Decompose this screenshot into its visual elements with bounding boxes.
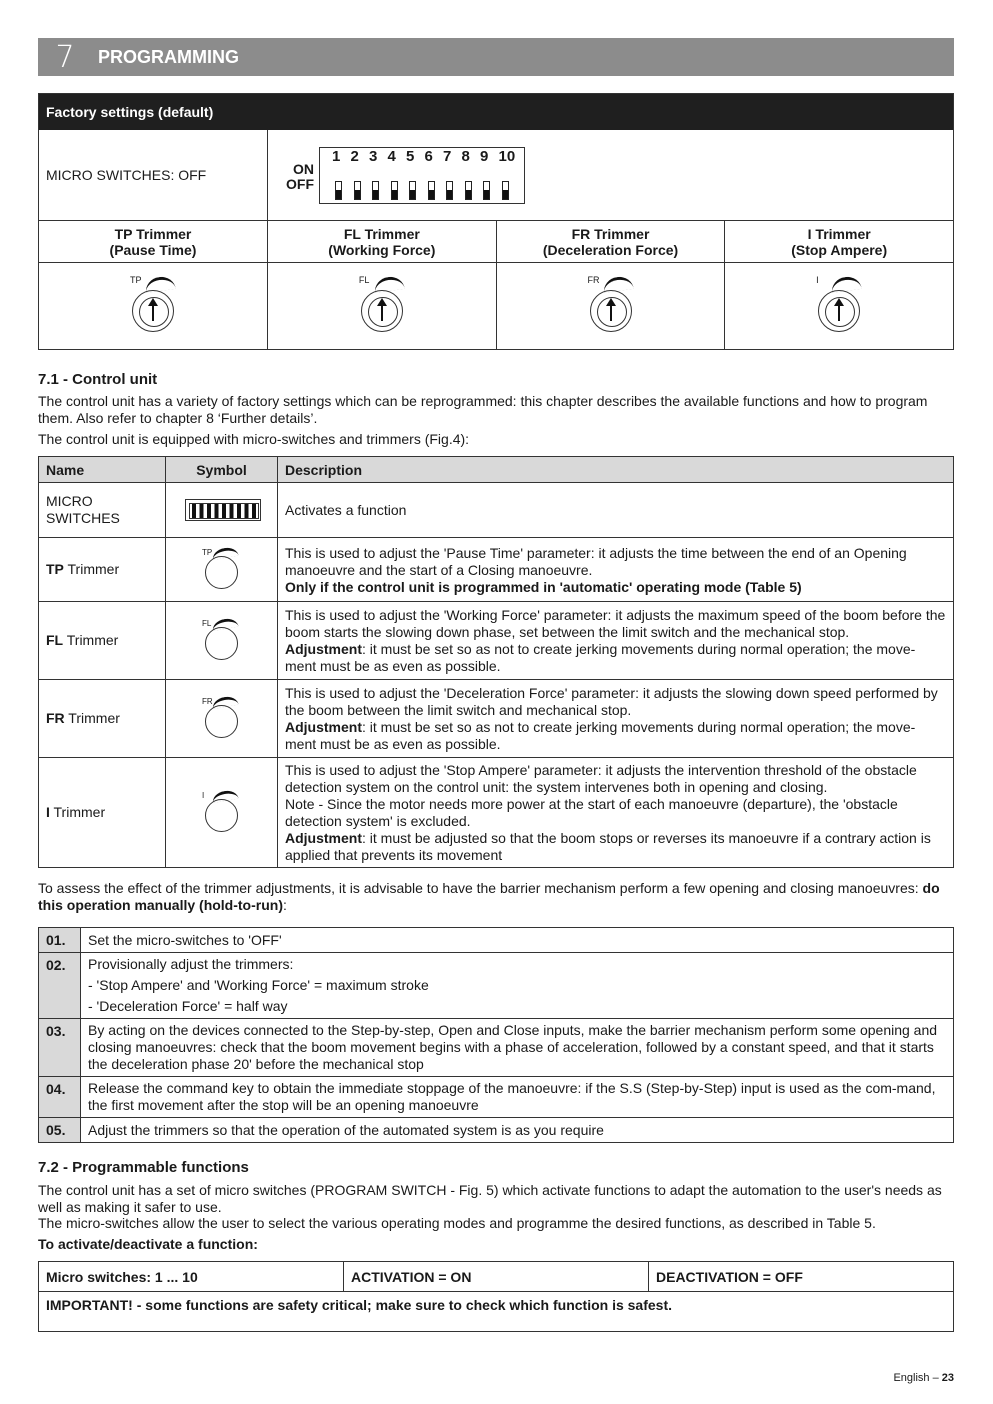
trimmer-knob-icon [205,556,238,589]
dip-number: 8 [461,148,470,165]
on-label: ON [293,161,314,177]
description-cell: This is used to adjust the 'Deceleration Force' parameter: it adjusts the slowing down speed performed by the boom between the limit switch and mechanical stop. Adjustment: it must be set so as not to create jerking movements during normal operation; the move-ment must be as even as possible. [278,680,954,758]
activation-cell: DEACTIVATION = OFF [649,1262,954,1292]
name-cell: MICRO SWITCHES [39,483,166,538]
knob-tag: FL [358,275,370,285]
knob-cell-i [725,263,953,349]
step-number: 03. [39,1019,81,1077]
section-7-1-paragraph: The control unit has a variety of factory settings which can be reprogrammed: this chapter describes the available functions and how to program them. Also refer to chapter 8 ‘Further details’. [38,393,928,426]
dip-number: 10 [498,148,516,165]
dip-number: 6 [424,148,433,165]
knob-cell-tp [39,263,268,349]
column-header: Name [39,457,166,483]
page-footer: English – 23 [893,1372,954,1384]
trimmer-knob-icon [132,290,174,332]
section-7-2-title: 7.2 - Programmable functions [38,1159,249,1176]
dip-switch-diagram [268,130,953,220]
trimmer-knob-icon [205,705,238,738]
name-cell: FR Trimmer [39,680,166,758]
trimmer-header-fr: FR Trimmer (Deceleration Force) [497,221,726,262]
activation-cell: ACTIVATION = ON [344,1262,649,1292]
trimmer-knobs [39,263,953,349]
dip-switch-icon [185,499,261,521]
step-text: By acting on the devices connected to the Step-by-step, Open and Close inputs, make the barrier mechanism perform some opening and closing manoeuvres: check that the boom movement begins with a phase of acceleration, followed by a constant speed, and that it starts the deceleration phase 20' before the mechanical stop [81,1019,954,1077]
off-label: OFF [286,176,314,192]
factory-settings-table [38,93,954,350]
step-number: 04. [39,1077,81,1118]
knob-tag: I [816,275,819,285]
micro-switch-row [39,130,953,221]
step-number: 05. [39,1118,81,1143]
section-7-2-instruction: To activate/deactivate a function: [38,1236,258,1252]
table-row [39,602,954,680]
on-off-labels [284,162,314,192]
description-cell: This is used to adjust the 'Working Force' parameter: it adjusts the maximum speed of the boom before the boom starts the slowing down phase, set between the limit switch and the mechanical stop. Adjustment: it must be set so as not to create jerking movements during normal operation; the move-ment must be as even as possible. [278,602,954,680]
knob-tag: FR [202,696,213,706]
dip-switch [372,181,379,200]
dip-switch [409,181,416,200]
step-number: 02. [39,953,81,1019]
trimmer-knob-icon [818,290,860,332]
step-row [39,953,954,1019]
column-header: Symbol [166,457,278,483]
table-row [39,680,954,758]
dip-numbers [332,148,517,165]
activation-cell: Micro switches: 1 ... 10 [39,1262,344,1292]
step-text: Release the command key to obtain the immediate stoppage of the manoeuvre: if the S.S (Step-by-Step) input is used as the com-mand, the first movement after the stop will be an opening manoeuvre [81,1077,954,1118]
knob-cell-fr [497,263,726,349]
trimmer-knob-icon [205,799,238,832]
section-7-2-paragraph: The control unit has a set of micro switches (PROGRAM SWITCH - Fig. 5) which activate functions to adapt the automation to the user's needs as well as making it safer to use. [38,1182,942,1215]
name-cell: TP Trimmer [39,538,166,602]
dip-switch [354,181,361,200]
knob-cell-fl [268,263,497,349]
knob-tag: FR [587,275,600,285]
dip-number: 4 [387,148,396,165]
dip-switch [446,181,453,200]
step-number: 01. [39,928,81,953]
dip-switch [502,181,509,200]
name-cell: I Trimmer [39,758,166,868]
symbol-cell [166,538,278,602]
description-cell: Activates a function [278,483,954,538]
table-header-row [39,457,954,483]
section-7-1-title: 7.1 - Control unit [38,371,158,388]
chapter-number: 7 [55,39,75,75]
important-row [39,1292,954,1332]
trimmer-header-tp: TP Trimmer (Pause Time) [39,221,268,262]
step-text: Provisionally adjust the trimmers: - 'Stop Ampere' and 'Working Force' = maximum stroke - 'Deceleration Force' = half way [81,953,954,1019]
dip-switch [391,181,398,200]
section-7-1-paragraph-2: The control unit is equipped with micro-switches and trimmers (Fig.4): [38,431,470,447]
step-text: Adjust the trimmers so that the operation of the automated system is as you require [81,1118,954,1143]
name-cell: FL Trimmer [39,602,166,680]
description-cell: This is used to adjust the 'Pause Time' parameter: it adjusts the time between the end of an Opening manoeuvre and the start of a Closing manoeuvre. Only if the control unit is programmed in 'automatic' operating mode (Table 5) [278,538,954,602]
trimmer-knob-icon [205,627,238,660]
steps-table [38,927,954,1143]
section-7-2-paragraph-2: The micro-switches allow the user to select the various operating modes and programme the desired functions, as described in Table 5. [38,1215,876,1231]
page-number: 23 [941,1372,954,1384]
trimmer-header-fl: FL Trimmer (Working Force) [268,221,497,262]
dip-switch-box [319,147,525,204]
activation-table [38,1261,954,1332]
important-note: IMPORTANT! - some functions are safety critical; make sure to check which function is safest. [39,1292,954,1332]
step-text: Set the micro-switches to 'OFF' [81,928,954,953]
control-unit-table [38,456,954,868]
dip-switch [465,181,472,200]
activation-header-row [39,1262,954,1292]
knob-tag: FL [202,618,212,628]
dip-number: 1 [332,148,341,165]
dip-number: 7 [443,148,452,165]
knob-tag: TP [130,275,142,285]
dip-switches [335,181,520,200]
dip-switch [428,181,435,200]
symbol-cell [166,602,278,680]
chapter-title: PROGRAMMING [98,46,239,67]
micro-switches-label: MICRO SWITCHES: OFF [39,130,268,220]
description-cell: This is used to adjust the 'Stop Ampere' parameter: it adjusts the intervention threshold of the obstacle detection system on the control unit: the system intervenes both in opening and closing. Note - Since the motor needs more power at the start of each manoeuvre (departure), the 'obstacle detection system' is excluded. Adjustment: it must be adjusted so that the boom stops or reverses its manoeuvre if a contrary action is applied that prevents its movement [278,758,954,868]
step-row [39,1118,954,1143]
trimmer-knob-icon [590,290,632,332]
symbol-cell [166,758,278,868]
table-row [39,483,954,538]
table-row [39,538,954,602]
table-row [39,758,954,868]
assess-paragraph: To assess the effect of the trimmer adjustments, it is advisable to have the barrier mechanism perform a few opening and closing manoeuvres: do this operation manually (hold-to-run): [38,880,940,913]
dip-number: 9 [480,148,489,165]
step-row [39,1077,954,1118]
dip-number: 5 [406,148,415,165]
dip-switch [335,181,342,200]
trimmer-header-i: I Trimmer (Stop Ampere) [791,226,888,258]
dip-switch [483,181,490,200]
symbol-cell [166,483,278,538]
knob-tag: TP [202,547,213,557]
step-row [39,928,954,953]
trimmer-headers [39,221,953,263]
step-row [39,1019,954,1077]
factory-settings-header: Factory settings (default) [39,94,953,130]
knob-tag: I [202,790,205,800]
column-header: Description [278,457,954,483]
dip-number: 3 [369,148,378,165]
trimmer-knob-icon [361,290,403,332]
chapter-header [38,38,954,76]
symbol-cell [166,680,278,758]
dip-number: 2 [350,148,359,165]
